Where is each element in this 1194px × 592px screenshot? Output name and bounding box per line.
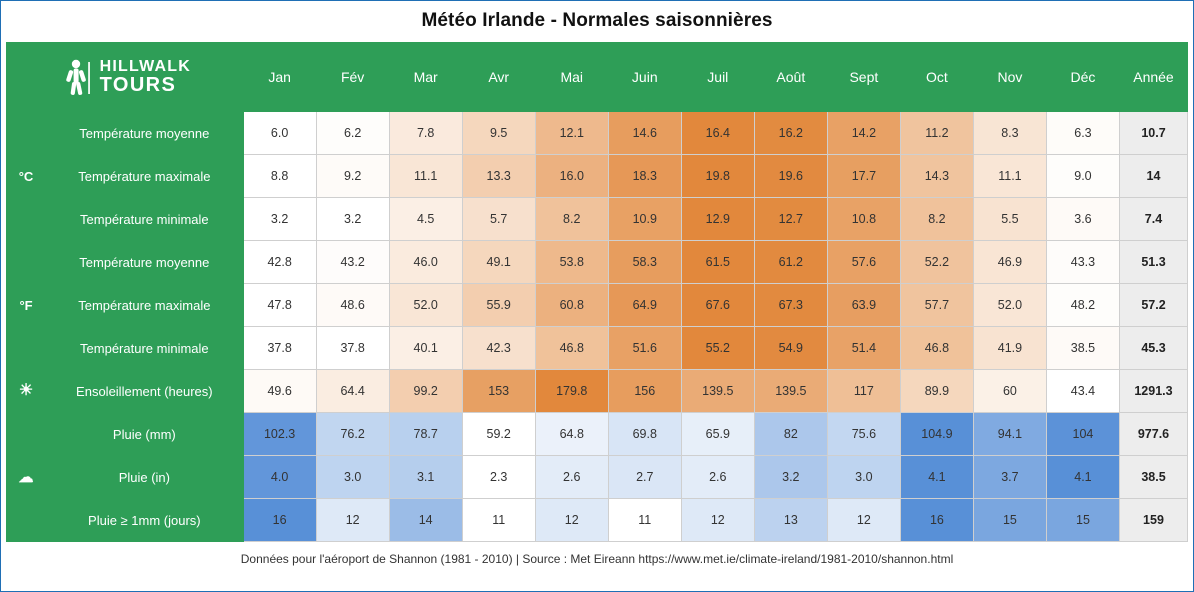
data-cell: 2.7 xyxy=(608,456,681,499)
data-cell: 8.8 xyxy=(243,155,316,198)
data-cell: 46.9 xyxy=(973,241,1046,284)
year-total-cell: 51.3 xyxy=(1119,241,1187,284)
data-cell: 14.3 xyxy=(900,155,973,198)
year-total-cell: 45.3 xyxy=(1119,327,1187,370)
climate-table xyxy=(6,42,1188,542)
data-cell: 63.9 xyxy=(827,284,900,327)
column-header-month: Mai xyxy=(535,43,608,112)
data-cell: 59.2 xyxy=(462,413,535,456)
table-row xyxy=(7,241,1188,284)
data-cell: 2.6 xyxy=(535,456,608,499)
data-cell: 10.9 xyxy=(608,198,681,241)
data-cell: 3.2 xyxy=(316,198,389,241)
data-cell: 3.1 xyxy=(389,456,462,499)
data-cell: 4.1 xyxy=(1046,456,1119,499)
data-cell: 75.6 xyxy=(827,413,900,456)
data-cell: 4.1 xyxy=(900,456,973,499)
data-cell: 9.2 xyxy=(316,155,389,198)
year-total-cell: 1291.3 xyxy=(1119,370,1187,413)
column-header-month: Août xyxy=(754,43,827,112)
data-cell: 42.8 xyxy=(243,241,316,284)
data-cell: 67.6 xyxy=(681,284,754,327)
row-label: Température moyenne xyxy=(46,112,244,155)
data-cell: 52.0 xyxy=(389,284,462,327)
table-row xyxy=(7,198,1188,241)
data-cell: 139.5 xyxy=(754,370,827,413)
data-cell: 8.2 xyxy=(535,198,608,241)
data-cell: 104 xyxy=(1046,413,1119,456)
hiker-icon xyxy=(59,58,93,96)
data-cell: 51.4 xyxy=(827,327,900,370)
data-cell: 16 xyxy=(900,499,973,542)
data-cell: 53.8 xyxy=(535,241,608,284)
data-cell: 67.3 xyxy=(754,284,827,327)
table-row xyxy=(7,155,1188,198)
data-cell: 61.5 xyxy=(681,241,754,284)
data-cell: 58.3 xyxy=(608,241,681,284)
year-total-cell: 38.5 xyxy=(1119,456,1187,499)
data-cell: 19.8 xyxy=(681,155,754,198)
data-cell: 69.8 xyxy=(608,413,681,456)
data-cell: 7.8 xyxy=(389,112,462,155)
unit-label: °C xyxy=(7,112,46,241)
data-cell: 46.8 xyxy=(535,327,608,370)
data-cell: 82 xyxy=(754,413,827,456)
column-header-month: Mar xyxy=(389,43,462,112)
data-cell: 51.6 xyxy=(608,327,681,370)
data-cell: 65.9 xyxy=(681,413,754,456)
data-cell: 11.2 xyxy=(900,112,973,155)
data-cell: 3.6 xyxy=(1046,198,1119,241)
data-cell: 11.1 xyxy=(973,155,1046,198)
data-cell: 64.9 xyxy=(608,284,681,327)
row-label: Température minimale xyxy=(46,198,244,241)
data-cell: 11.1 xyxy=(389,155,462,198)
data-cell: 11 xyxy=(608,499,681,542)
data-cell: 49.1 xyxy=(462,241,535,284)
table-body xyxy=(7,112,1188,542)
data-cell: 9.0 xyxy=(1046,155,1119,198)
page-title: Météo Irlande - Normales saisonnières xyxy=(421,10,773,31)
table-row xyxy=(7,284,1188,327)
data-cell: 17.7 xyxy=(827,155,900,198)
data-cell: 99.2 xyxy=(389,370,462,413)
data-cell: 55.2 xyxy=(681,327,754,370)
column-header-month: Sept xyxy=(827,43,900,112)
column-header-month: Avr xyxy=(462,43,535,112)
data-cell: 43.2 xyxy=(316,241,389,284)
data-cell: 14 xyxy=(389,499,462,542)
data-cell: 37.8 xyxy=(316,327,389,370)
data-cell: 15 xyxy=(973,499,1046,542)
data-cell: 41.9 xyxy=(973,327,1046,370)
data-cell: 46.8 xyxy=(900,327,973,370)
data-cell: 16.4 xyxy=(681,112,754,155)
table-row xyxy=(7,370,1188,413)
data-cell: 12.1 xyxy=(535,112,608,155)
row-label: Ensoleillement (heures) xyxy=(46,370,244,413)
data-cell: 6.2 xyxy=(316,112,389,155)
year-total-cell: 159 xyxy=(1119,499,1187,542)
data-cell: 48.6 xyxy=(316,284,389,327)
data-cell: 64.8 xyxy=(535,413,608,456)
data-cell: 16 xyxy=(243,499,316,542)
unit-label: °F xyxy=(7,241,46,370)
rain-cloud-icon: ☁ xyxy=(18,468,34,486)
data-cell: 3.2 xyxy=(243,198,316,241)
row-label: Pluie (mm) xyxy=(46,413,244,456)
logo-line-1: HILLWALK xyxy=(99,57,191,75)
data-cell: 6.0 xyxy=(243,112,316,155)
data-cell: 43.4 xyxy=(1046,370,1119,413)
sun-icon: ☀ xyxy=(18,382,34,399)
source-note: Données pour l'aéroport de Shannon (1981 - 2010) | Source : Met Eireann https://www.met.ie/climate-ireland/1981-2010/shannon.html xyxy=(240,552,954,566)
data-cell: 6.3 xyxy=(1046,112,1119,155)
data-cell: 3.0 xyxy=(316,456,389,499)
row-label: Température moyenne xyxy=(46,241,244,284)
data-cell: 15 xyxy=(1046,499,1119,542)
data-cell: 19.6 xyxy=(754,155,827,198)
data-cell: 76.2 xyxy=(316,413,389,456)
rain-icon xyxy=(7,413,46,542)
row-label: Température maximale xyxy=(46,284,244,327)
data-cell: 13.3 xyxy=(462,155,535,198)
data-cell: 12 xyxy=(827,499,900,542)
data-cell: 3.2 xyxy=(754,456,827,499)
data-cell: 8.2 xyxy=(900,198,973,241)
row-label: Pluie ≥ 1mm (jours) xyxy=(46,499,244,542)
data-cell: 153 xyxy=(462,370,535,413)
table-row xyxy=(7,327,1188,370)
column-header-month: Juil xyxy=(681,43,754,112)
sun-icon xyxy=(7,370,46,413)
data-cell: 14.6 xyxy=(608,112,681,155)
column-header-month: Nov xyxy=(973,43,1046,112)
data-cell: 61.2 xyxy=(754,241,827,284)
row-label: Température maximale xyxy=(46,155,244,198)
data-cell: 57.6 xyxy=(827,241,900,284)
column-header-month: Fév xyxy=(316,43,389,112)
data-cell: 16.2 xyxy=(754,112,827,155)
data-cell: 11 xyxy=(462,499,535,542)
data-cell: 8.3 xyxy=(973,112,1046,155)
data-cell: 156 xyxy=(608,370,681,413)
data-cell: 47.8 xyxy=(243,284,316,327)
column-header-month: Oct xyxy=(900,43,973,112)
column-header-year: Année xyxy=(1119,43,1187,112)
data-cell: 179.8 xyxy=(535,370,608,413)
data-cell: 3.0 xyxy=(827,456,900,499)
logo-line-2: TOURS xyxy=(99,73,177,96)
data-cell: 60.8 xyxy=(535,284,608,327)
table-row xyxy=(7,112,1188,155)
table-header xyxy=(7,43,1188,112)
data-cell: 4.0 xyxy=(243,456,316,499)
data-cell: 42.3 xyxy=(462,327,535,370)
row-label: Pluie (in) xyxy=(46,456,244,499)
data-cell: 57.7 xyxy=(900,284,973,327)
data-cell: 14.2 xyxy=(827,112,900,155)
data-cell: 5.7 xyxy=(462,198,535,241)
data-cell: 139.5 xyxy=(681,370,754,413)
data-cell: 52.2 xyxy=(900,241,973,284)
data-cell: 78.7 xyxy=(389,413,462,456)
data-cell: 94.1 xyxy=(973,413,1046,456)
data-cell: 48.2 xyxy=(1046,284,1119,327)
column-header-month: Jan xyxy=(243,43,316,112)
data-cell: 12 xyxy=(316,499,389,542)
table-row xyxy=(7,456,1188,499)
data-cell: 104.9 xyxy=(900,413,973,456)
data-cell: 5.5 xyxy=(973,198,1046,241)
year-total-cell: 14 xyxy=(1119,155,1187,198)
data-cell: 10.8 xyxy=(827,198,900,241)
year-total-cell: 57.2 xyxy=(1119,284,1187,327)
data-cell: 43.3 xyxy=(1046,241,1119,284)
data-cell: 64.4 xyxy=(316,370,389,413)
data-cell: 89.9 xyxy=(900,370,973,413)
data-cell: 12 xyxy=(681,499,754,542)
data-cell: 49.6 xyxy=(243,370,316,413)
row-label: Température minimale xyxy=(46,327,244,370)
data-cell: 37.8 xyxy=(243,327,316,370)
data-cell: 12.9 xyxy=(681,198,754,241)
column-header-month: Déc xyxy=(1046,43,1119,112)
data-cell: 102.3 xyxy=(243,413,316,456)
data-cell: 40.1 xyxy=(389,327,462,370)
data-cell: 60 xyxy=(973,370,1046,413)
table-row xyxy=(7,499,1188,542)
data-cell: 13 xyxy=(754,499,827,542)
data-cell: 12 xyxy=(535,499,608,542)
data-cell: 54.9 xyxy=(754,327,827,370)
data-cell: 16.0 xyxy=(535,155,608,198)
data-cell: 117 xyxy=(827,370,900,413)
year-total-cell: 10.7 xyxy=(1119,112,1187,155)
brand-logo xyxy=(7,43,244,112)
data-cell: 12.7 xyxy=(754,198,827,241)
data-cell: 2.3 xyxy=(462,456,535,499)
data-cell: 38.5 xyxy=(1046,327,1119,370)
year-total-cell: 7.4 xyxy=(1119,198,1187,241)
data-cell: 4.5 xyxy=(389,198,462,241)
data-cell: 46.0 xyxy=(389,241,462,284)
data-cell: 55.9 xyxy=(462,284,535,327)
column-header-month: Juin xyxy=(608,43,681,112)
data-cell: 2.6 xyxy=(681,456,754,499)
data-cell: 9.5 xyxy=(462,112,535,155)
data-cell: 3.7 xyxy=(973,456,1046,499)
data-cell: 18.3 xyxy=(608,155,681,198)
year-total-cell: 977.6 xyxy=(1119,413,1187,456)
data-cell: 52.0 xyxy=(973,284,1046,327)
table-row xyxy=(7,413,1188,456)
